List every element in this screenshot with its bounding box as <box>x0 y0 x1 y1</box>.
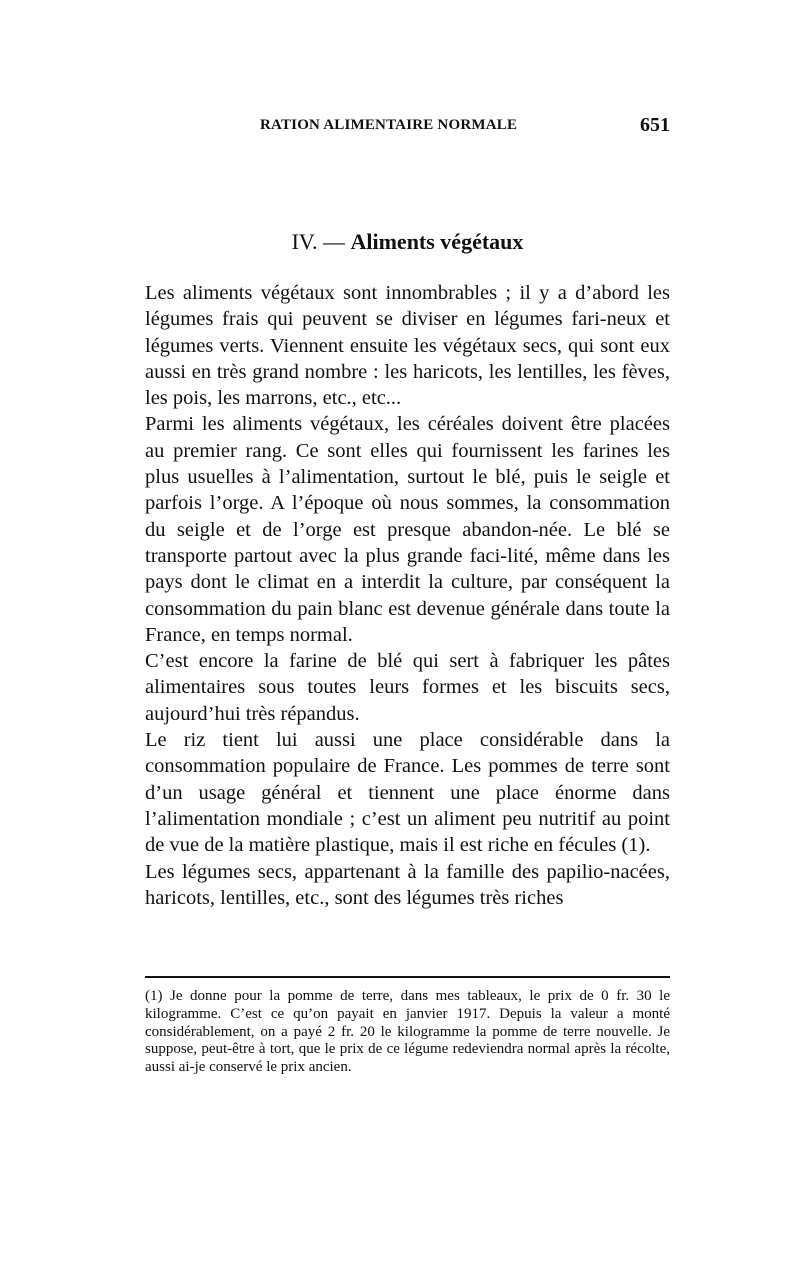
section-title: Aliments végétaux <box>350 229 524 254</box>
footnote-text: (1) Je donne pour la pomme de terre, dans mes tableaux, le prix de 0 fr. 30 le kilogramme. C’est ce qu’on payait en janvier 1917. Depuis la valeur a monté considérablement, on a payé 2 fr. 20 le kilogramme la pomme de terre nouvelle. Je suppose, peut-être à tort, que le prix de ce légume redeviendra normal après la récolte, aussi ai-je conservé le prix ancien. <box>145 988 670 1076</box>
section-number: IV. — <box>291 229 345 254</box>
footnote <box>145 988 670 1077</box>
paragraph-2: Parmi les aliments végétaux, les céréales doivent être placées au premier rang. Ce sont elles qui fournissent les farines les plus usuelles à l’alimentation, surtout le blé, puis le seigle et parfois l’orge. A l’époque où nous sommes, la consommation du seigle et de l’orge est presque abandon-née. Le blé se transporte partout avec la plus grande faci-lité, même dans les pays dont le climat en a interdit la culture, par conséquent la consommation du pain blanc est devenue générale dans toute la France, en temps normal. <box>145 413 670 646</box>
section-heading <box>145 229 670 255</box>
footnote-rule <box>145 976 670 978</box>
page-number: 651 <box>640 114 670 136</box>
paragraph-3: C’est encore la farine de blé qui sert à fabriquer les pâtes alimentaires sous toutes leurs formes et les biscuits secs, aujourd’hui très répandus. <box>145 650 670 725</box>
paragraph-5: Les légumes secs, appartenant à la famille des papilio-nacées, haricots, lentilles, etc., sont des légumes très riches <box>145 860 670 909</box>
running-title: RATION ALIMENTAIRE NORMALE <box>260 117 518 133</box>
body-text <box>145 280 670 911</box>
paragraph-4: Le riz tient lui aussi une place considérable dans la consommation populaire de France. Les pommes de terre sont d’un usage général et tiennent une place énorme dans l’alimentation mondiale ; c’est un aliment peu nutritif au point de vue de la matière plastique, mais il est riche en fécules (1). <box>145 729 670 857</box>
paragraph-1: Les aliments végétaux sont innombrables ; il y a d’abord les légumes frais qui peuvent se diviser en légumes fari-neux et légumes verts. Viennent ensuite les végétaux secs, qui sont eux aussi en très grand nombre : les haricots, les lentilles, les fèves, les pois, les marrons, etc., etc... <box>145 282 670 410</box>
running-head <box>145 114 670 141</box>
